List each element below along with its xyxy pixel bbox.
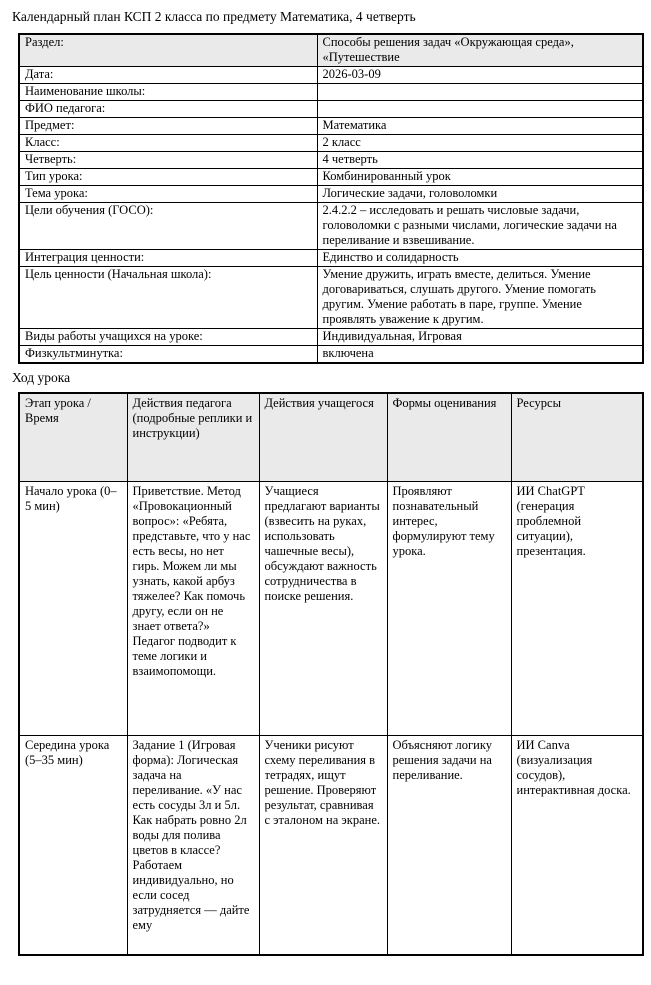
stage-text: Середина урока (5–35 мин) bbox=[25, 738, 110, 767]
info-row-label: Дата: bbox=[19, 67, 317, 84]
info-row-label: Четверть: bbox=[19, 152, 317, 169]
info-row-label: Раздел: bbox=[19, 34, 317, 67]
lesson-table-header-row bbox=[19, 393, 643, 482]
lesson-table bbox=[18, 392, 644, 956]
info-row-label: ФИО педагога: bbox=[19, 101, 317, 118]
info-row-label: Тип урока: bbox=[19, 169, 317, 186]
student-actions-text: Ученики рисуют схему переливания в тетрадях, ищут решение. Проверяют результат, сравнивая с эталоном на экране. bbox=[264, 738, 380, 827]
stage-cell bbox=[19, 736, 127, 956]
table-row bbox=[19, 203, 643, 250]
assessment-cell: Проявляют познавательный интерес, формулируют тему урока. bbox=[387, 482, 511, 736]
lesson-header-resources: Ресурсы bbox=[511, 393, 643, 482]
lesson-header-assessment: Формы оценивания bbox=[387, 393, 511, 482]
lesson-header-stage: Этап урока / Время bbox=[19, 393, 127, 482]
info-row-label: Физкультминутка: bbox=[19, 346, 317, 364]
info-row-value: Умение дружить, играть вместе, делиться. Умение договариваться, слушать другого. Умение помогать другим. Умение работать в паре, группе. Умение проявлять уважение к другим. bbox=[317, 267, 643, 329]
info-row-value: 2026-03-09 bbox=[317, 67, 643, 84]
info-row-value bbox=[317, 84, 643, 101]
lesson-flow-heading: Ход урока bbox=[12, 370, 71, 385]
resources-cell bbox=[511, 736, 643, 956]
table-row bbox=[19, 152, 643, 169]
info-row-label: Интеграция ценности: bbox=[19, 250, 317, 267]
info-row-label: Класс: bbox=[19, 135, 317, 152]
student-actions-cell bbox=[259, 736, 387, 956]
lesson-header-student-actions: Действия учащегося bbox=[259, 393, 387, 482]
table-row bbox=[19, 186, 643, 203]
lesson-header-teacher-actions: Действия педагога (подробные реплики и инструкции) bbox=[127, 393, 259, 482]
table-row bbox=[19, 267, 643, 329]
table-row bbox=[19, 250, 643, 267]
info-row-value: Математика bbox=[317, 118, 643, 135]
stage-cell: Начало урока (0–5 мин) bbox=[19, 482, 127, 736]
info-row-value: 2 класс bbox=[317, 135, 643, 152]
resources-cell: ИИ ChatGPT (генерация проблемной ситуации), презентация. bbox=[511, 482, 643, 736]
info-row-value: Способы решения задач «Окружающая среда», «Путешествие bbox=[317, 34, 643, 67]
table-row bbox=[19, 34, 643, 67]
table-row bbox=[19, 482, 643, 736]
info-row-label: Цели обучения (ГОСО): bbox=[19, 203, 317, 250]
info-row-label: Цель ценности (Начальная школа): bbox=[19, 267, 317, 329]
info-row-value: Комбинированный урок bbox=[317, 169, 643, 186]
info-table bbox=[18, 33, 644, 364]
assessment-text: Объясняют логику решения задачи на переливание. bbox=[392, 738, 492, 782]
table-row bbox=[19, 329, 643, 346]
table-row bbox=[19, 84, 643, 101]
teacher-actions-text: Задание 1 (Игровая форма): Логическая задача на переливание. «У нас есть сосуды 3л и 5л. Как набрать ровно 2л воды для полива цветов в классе? Работаем индивидуально, но если сосед затрудняется — дайте ему bbox=[132, 738, 250, 932]
info-row-value: включена bbox=[317, 346, 643, 364]
info-row-value: 4 четверть bbox=[317, 152, 643, 169]
info-row-value: Единство и солидарность bbox=[317, 250, 643, 267]
resources-text: ИИ Canva (визуализация сосудов), интерактивная доска. bbox=[516, 738, 631, 797]
table-row bbox=[19, 736, 643, 956]
info-row-value: Индивидуальная, Игровая bbox=[317, 329, 643, 346]
table-row bbox=[19, 67, 643, 84]
info-row-value: Логические задачи, головоломки bbox=[317, 186, 643, 203]
student-actions-cell: Учащиеся предлагают варианты (взвесить на руках, использовать чашечные весы), обсуждают важность сотрудничества в поиске решения. bbox=[259, 482, 387, 736]
table-row bbox=[19, 346, 643, 364]
table-row bbox=[19, 118, 643, 135]
table-row bbox=[19, 101, 643, 118]
teacher-actions-cell: Приветствие. Метод «Провокационный вопрос»: «Ребята, представьте, что у нас есть весы, но нет гирь. Можем ли мы узнать, какой арбуз тяжелее? Как помочь другу, если он не знает ответа?» Педагог подводит к теме логики и взаимопомощи. bbox=[127, 482, 259, 736]
info-row-label: Предмет: bbox=[19, 118, 317, 135]
info-row-label: Тема урока: bbox=[19, 186, 317, 203]
assessment-cell bbox=[387, 736, 511, 956]
info-row-value: 2.4.2.2 – исследовать и решать числовые задачи, головоломки с разными числами, логические задачи на переливание и взвешивание. bbox=[317, 203, 643, 250]
table-row bbox=[19, 135, 643, 152]
info-row-label: Наименование школы: bbox=[19, 84, 317, 101]
page-title: Календарный план КСП 2 класса по предмету Математика, 4 четверть bbox=[12, 9, 416, 24]
teacher-actions-cell bbox=[127, 736, 259, 956]
info-row-value bbox=[317, 101, 643, 118]
table-row bbox=[19, 169, 643, 186]
info-row-label: Виды работы учащихся на уроке: bbox=[19, 329, 317, 346]
